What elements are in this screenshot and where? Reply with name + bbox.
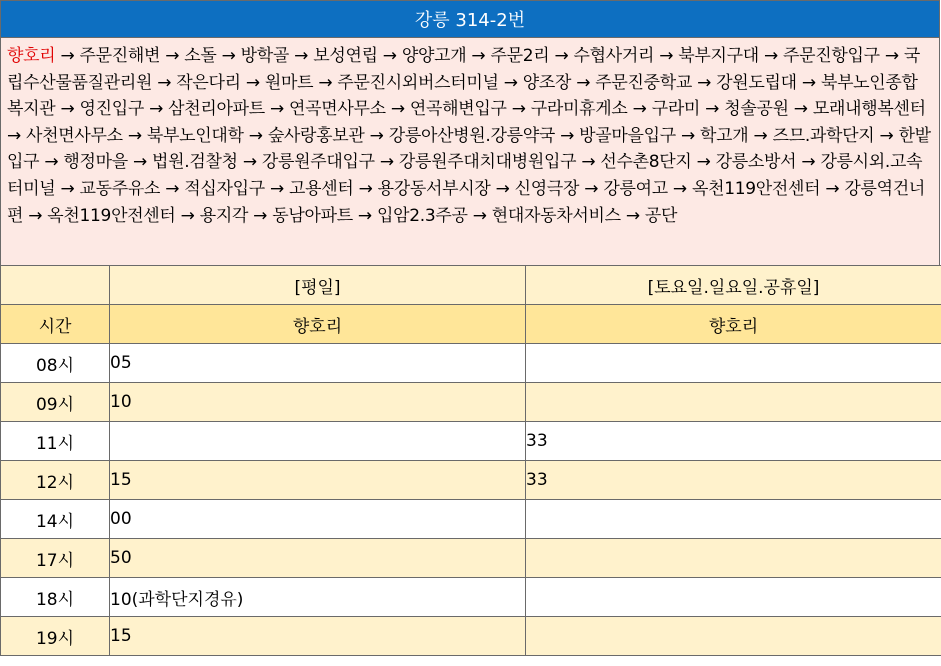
weekday-header: [평일] [110, 266, 526, 305]
time-cell: 17시 [1, 539, 110, 578]
holiday-departure-cell [526, 344, 941, 383]
weekday-departure-cell: 15 [110, 461, 526, 500]
weekday-departure-cell: 00 [110, 500, 526, 539]
holiday-departure-cell [526, 539, 941, 578]
route-title: 강릉 314-2번 [0, 0, 940, 38]
weekday-departure-cell [110, 422, 526, 461]
weekday-departure-cell: 15 [110, 617, 526, 656]
weekday-departure-cell: 10(과학단지경유) [110, 578, 526, 617]
timetable [0, 265, 941, 656]
table-row [1, 344, 941, 383]
holiday-departure-cell [526, 383, 941, 422]
holiday-departure-cell: 33 [526, 422, 941, 461]
route-origin-stop: 향호리 [7, 46, 56, 66]
weekday-departure-cell: 50 [110, 539, 526, 578]
holiday-header: [토요일.일요일.공휴일] [526, 266, 941, 305]
holiday-stop-header: 향호리 [526, 305, 941, 344]
time-cell: 18시 [1, 578, 110, 617]
time-cell: 09시 [1, 383, 110, 422]
time-cell: 08시 [1, 344, 110, 383]
holiday-departure-cell [526, 617, 941, 656]
route-stop-list: → 주문진해변 → 소돌 → 방학골 → 보성연립 → 양양고개 → 주문2리 → 수협사거리 → 북부지구대 → 주문진항입구 → 국립수산물품질관리원 → 작은다리 → 원마트 → 주문진시외버스터미널 → 양조장 → 주문진중학교 → 강원도립대 → 북부노인종합복지관 → 영진입구 → 삼천리아파트 → 연곡면사무소 → 연곡해변입구 → 구라미휴게소 → 구라미 → 청솔공원 → 모래내행복센터 → 사천면사무소 → 북부노인대학 → 숲사랑홍보관 → 강릉아산병원.강릉약국 → 방골마을입구 → 학고개 → 즈므.과학단지 → 한밭입구 → 행정마을 → 법원.검찰청 → 강릉원주대입구 → 강릉원주대치대병원입구 → 선수촌8단지 → 강릉소방서 → 강릉시외.고속터미널 → 교동주유소 → 적십자입구 → 고용센터 → 용강동서부시장 → 신영극장 → 강릉여고 → 옥천119안전센터 → 강릉역건너편 → 옥천119안전센터 → 용지각 → 동남아파트 → 입암2.3주공 → 현대자동차서비스 → 공단 [7, 46, 931, 226]
weekday-departure-cell: 10 [110, 383, 526, 422]
table-row [1, 422, 941, 461]
column-header-row [1, 305, 941, 344]
table-row [1, 539, 941, 578]
time-cell: 19시 [1, 617, 110, 656]
time-cell: 11시 [1, 422, 110, 461]
schedule-type-header-row [1, 266, 941, 305]
time-cell: 14시 [1, 500, 110, 539]
holiday-departure-cell [526, 500, 941, 539]
empty-header-cell [1, 266, 110, 305]
table-row [1, 461, 941, 500]
holiday-departure-cell [526, 578, 941, 617]
time-cell: 12시 [1, 461, 110, 500]
weekday-stop-header: 향호리 [110, 305, 526, 344]
weekday-departure-cell: 05 [110, 344, 526, 383]
route-stops [0, 38, 940, 265]
holiday-departure-cell: 33 [526, 461, 941, 500]
table-row [1, 578, 941, 617]
table-row [1, 617, 941, 656]
table-row [1, 500, 941, 539]
table-row [1, 383, 941, 422]
time-column-header: 시간 [1, 305, 110, 344]
